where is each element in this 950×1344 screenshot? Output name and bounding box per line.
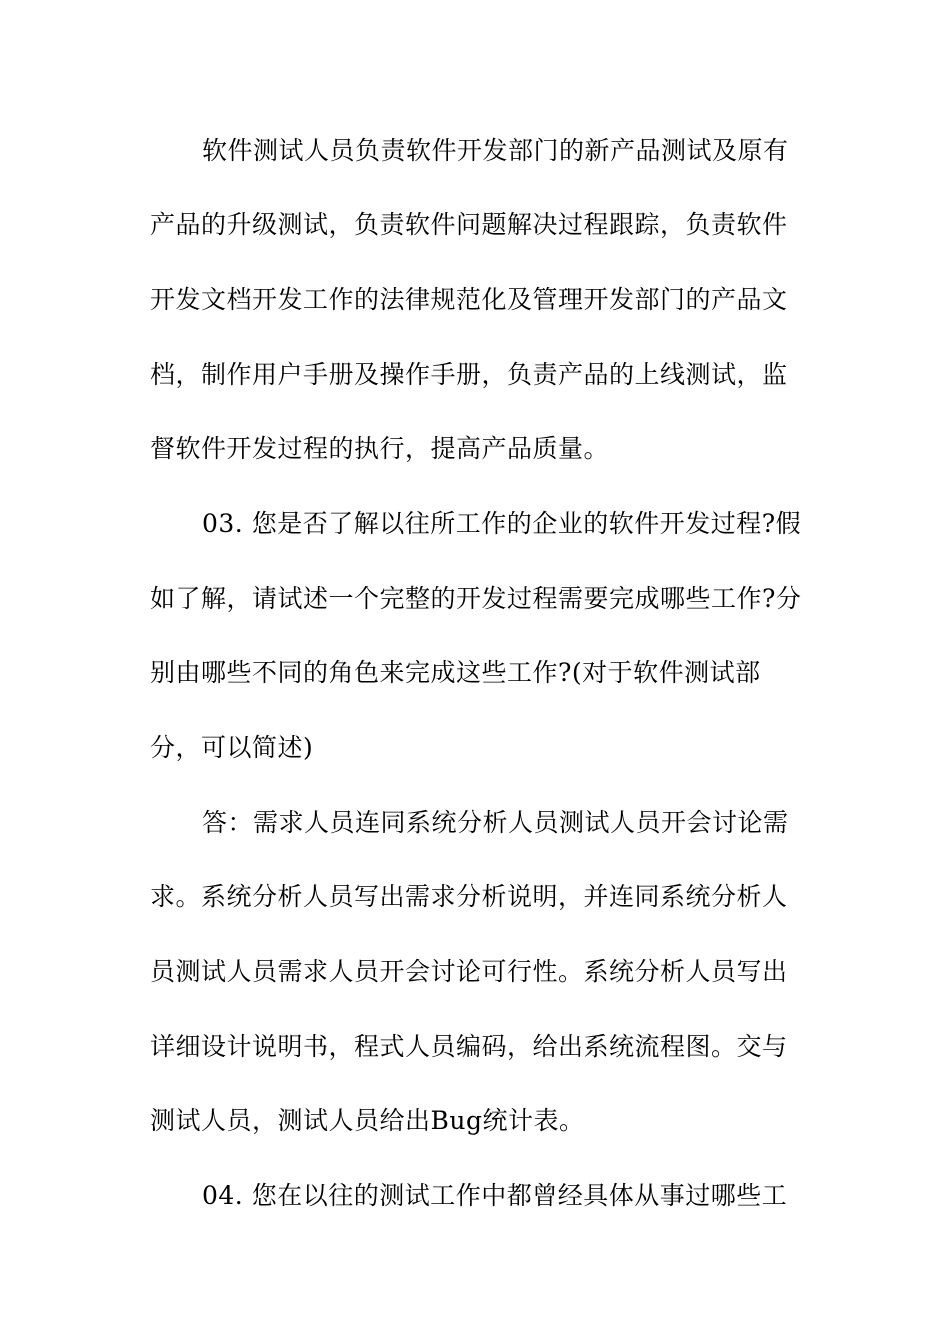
paragraph-line: 开发文档开发工作的法律规范化及管理开发部门的产品文 — [150, 285, 788, 314]
paragraph-line: 软件测试人员负责软件开发部门的新产品测试及原有 — [202, 136, 789, 165]
answer-line: 测试人员，测试人员给出Bug统计表。 — [150, 1106, 585, 1135]
question-line: 分，可以简述) — [150, 733, 314, 762]
paragraph-line: 督软件开发过程的执行，提高产品质量。 — [150, 434, 610, 463]
paragraph-line: 档，制作用户手册及操作手册，负责产品的上线测试，监 — [150, 360, 788, 389]
question-line: 04. 您在以往的测试工作中都曾经具体从事过哪些工 — [202, 1181, 788, 1210]
question-line: 如了解，请试述一个完整的开发过程需要完成哪些工作?分 — [150, 584, 802, 613]
question-line: 03. 您是否了解以往所工作的企业的软件开发过程?假 — [202, 509, 802, 538]
question-line: 别由哪些不同的角色来完成这些工作?(对于软件测试部 — [150, 658, 761, 687]
answer-line: 员测试人员需求人员开会讨论可行性。系统分析人员写出 — [150, 957, 788, 986]
answer-line: 答：需求人员连同系统分析人员测试人员开会讨论需 — [202, 808, 789, 837]
answer-line: 详细设计说明书，程式人员编码，给出系统流程图。交与 — [150, 1032, 788, 1061]
paragraph-line: 产品的升级测试，负责软件问题解决过程跟踪，负责软件 — [150, 210, 788, 239]
answer-line: 求。系统分析人员写出需求分析说明，并连同系统分析人 — [150, 882, 788, 911]
